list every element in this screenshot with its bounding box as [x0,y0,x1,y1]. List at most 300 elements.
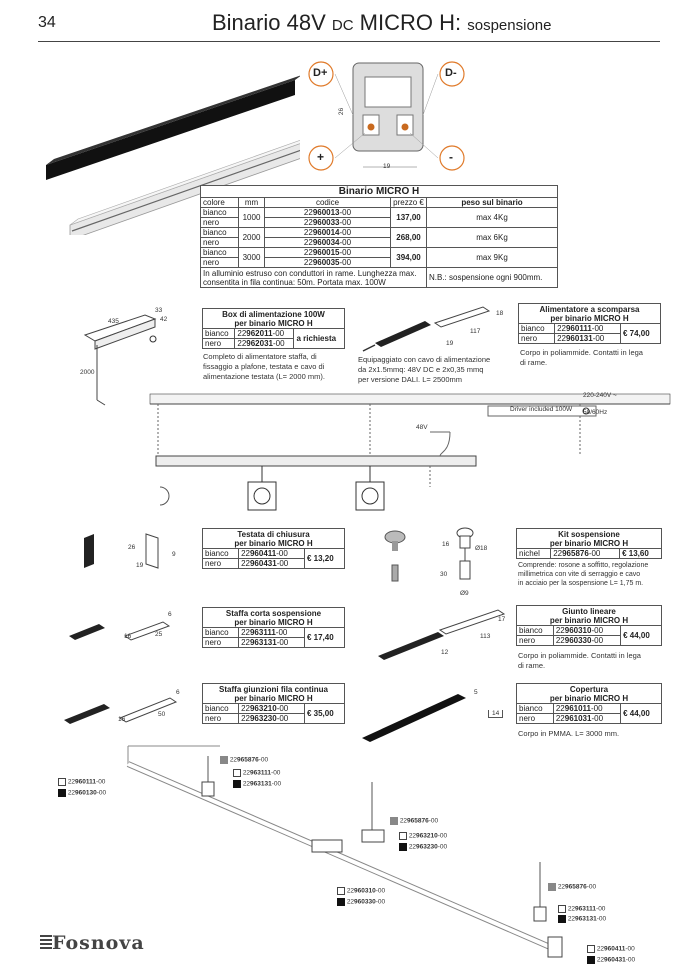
dim-label: 2000 [80,369,95,376]
voltage-value: 220-240V [583,392,612,399]
row-price: 137,00 [391,208,427,228]
title-line: Box di alimentazione 100W [222,309,325,319]
code-suffix: -00 [437,832,448,840]
main-spec-table [200,185,558,288]
note-line: Comprende: rosone a soffitto, regolazione [518,562,649,569]
code-bold: 960431 [249,559,277,568]
black-swatch [558,915,566,923]
row-code [553,714,620,724]
brand-name: Fosnova [52,932,145,954]
giunto-title [517,606,662,626]
assembly-label-a1 [58,778,105,786]
row-mm: 2000 [239,228,265,248]
code-prefix: 22 [346,887,355,895]
staffa-giunz-drawing [60,688,190,733]
code-prefix: 22 [303,228,313,237]
code-suffix: -00 [271,769,281,777]
code-bold: 961011 [564,704,592,713]
code-suffix: -00 [591,324,604,333]
code-suffix: -00 [96,778,106,786]
v48-label: 48V [416,424,428,431]
d-plus-label: D+ [313,67,328,79]
table-row [203,704,345,714]
row-color: nero [201,258,239,268]
plus-label: + [317,150,325,164]
dim-label: 12 [441,649,449,656]
code-prefix: 22 [229,756,238,764]
dim-label: 14 [488,710,503,718]
black-swatch [58,789,66,797]
code-suffix: -00 [428,817,439,825]
copertura-table [516,683,662,724]
code-prefix: 22 [242,769,251,777]
row-price [620,324,660,344]
title-line: Copertura [569,684,609,694]
code-bold: 961031 [564,714,592,723]
row-color: bianco [201,208,239,218]
col-colore: colore [201,198,239,208]
row-code [555,324,621,334]
assembly-label-f1 [587,945,635,953]
dim-label: 9 [172,551,176,558]
code-bold: 960130 [75,789,97,797]
white-swatch [58,778,66,786]
testata-title [203,529,345,549]
copertura-title [517,684,662,704]
code-bold: 962011 [246,329,273,338]
staffa-title [203,608,345,628]
frequency-label: 50/60Hz [583,409,608,416]
code-bold: 962031 [246,339,273,348]
page-title [212,10,551,36]
title-line: Staffa giunzioni fila continua [219,684,328,694]
col-mm: mm [239,198,265,208]
table-row [519,324,661,334]
code-suffix: -00 [339,238,352,247]
note-line: di rame. [520,358,548,367]
white-swatch [558,905,566,913]
main-table-note-right: N.B.: sospensione ogni 900mm. [427,268,558,288]
assembly-label-e3 [558,915,606,923]
row-color: bianco [203,549,239,559]
title-line: Staffa corta sospensione [225,608,322,618]
code-prefix: 22 [553,549,563,558]
dim-label: 17 [498,616,506,623]
code-prefix: 22 [303,258,313,267]
code-suffix: -00 [625,956,636,964]
code-suffix: -00 [437,843,448,851]
dim-label: 26 [128,544,136,551]
row-price: a richiesta [294,329,345,349]
code-bold: 963230 [416,843,438,851]
assembly-label-c3 [399,843,447,851]
dim-label: 30 [440,571,448,578]
black-swatch [399,843,407,851]
equip-note [358,355,510,385]
staffa-giunz-table [202,683,345,724]
note-line: Corpo in poliammide. Contatti in lega [518,651,641,660]
title-line: per binario MICRO H [234,617,313,627]
row-color: nichel [517,549,551,559]
assembly-label-d1 [337,887,385,895]
dim-label: 6 [168,611,172,618]
black-swatch [337,898,345,906]
code-suffix: -00 [339,248,352,257]
dim-label: 117 [470,328,481,335]
assembly-drawing [100,742,660,967]
grey-swatch [390,817,398,825]
code-bold: 960033 [312,218,340,227]
main-table-title: Binario MICRO H [201,186,558,198]
title-line: per binario MICRO H [234,693,313,703]
box-alim-note [203,352,346,382]
code-suffix: -00 [276,559,289,568]
header-rule [38,41,660,42]
dim-width: 19 [383,163,391,170]
dim-height: 26 [338,107,346,116]
dim-label: 18 [496,310,504,317]
table-row [517,549,662,559]
row-color: nero [203,714,239,724]
code-suffix: -00 [591,704,603,713]
title-line: per binario MICRO H [550,313,629,323]
title-line: per binario MICRO H [549,693,629,703]
title-line: Kit sospensione [558,529,620,539]
box-alim-table [202,308,345,349]
white-swatch [399,832,407,840]
code-bold: 963131 [250,780,272,788]
row-price [621,704,662,724]
code-bold: 960411 [249,549,277,558]
table-row [203,329,345,339]
row-code [265,218,391,228]
kit-note [518,561,664,588]
row-peso: max 6Kg [427,228,558,248]
code-suffix: -00 [591,636,604,645]
dim-label: 16 [442,541,450,548]
code-suffix: -00 [586,883,597,891]
code-bold: 960111 [75,778,97,786]
col-codice: codice [265,198,391,208]
code-bold: 960014 [312,228,340,237]
price-value: 74,00 [629,329,650,338]
table-row [203,628,345,638]
row-price: 268,00 [391,228,427,248]
code-prefix: 22 [241,559,250,568]
note-line: millimetrica con vite di serraggio e cavo [518,571,641,578]
kit-table [516,528,662,559]
white-swatch [337,887,345,895]
row-color: nero [201,218,239,228]
title-line: Giunto lineare [562,606,616,616]
code-prefix: 22 [237,329,247,338]
code-suffix: -00 [339,228,352,237]
copertura-note: Corpo in PMMA. L= 3000 mm. [518,729,620,738]
code-bold: 963230 [249,714,277,723]
currency: € [622,549,627,558]
note-line: consentita in fila continua: 50m. Portata max. 100W [203,277,386,287]
code-suffix: -00 [339,208,352,217]
kit-title [517,529,662,549]
assembly-label-c1 [390,817,438,825]
row-code [235,329,294,339]
row-color: bianco [203,329,235,339]
code-bold: 960015 [312,248,340,257]
code-suffix: -00 [276,704,289,713]
row-code [239,559,305,569]
grey-swatch [548,883,556,891]
row-code [553,636,620,646]
code-bold: 960411 [604,945,626,953]
row-color: nero [517,714,554,724]
table-row [201,248,558,258]
code-bold: 963131 [249,638,277,647]
code-bold: 960035 [312,258,340,267]
title-line: Testata di chiusura [237,529,310,539]
dim-label: 19 [136,562,144,569]
giunto-drawing [370,606,515,666]
code-prefix: 22 [346,898,355,906]
row-code [265,248,391,258]
dim-label: Ø9 [460,590,469,597]
code-bold: 963131 [575,915,597,923]
alim-scomp-title [519,304,661,324]
note-line: per versione DALI. L= 2500mm [358,375,463,384]
row-code [265,228,391,238]
page-number: 34 [38,14,56,31]
code-suffix: -00 [375,887,386,895]
giunto-table [516,605,662,646]
code-bold: 965876 [562,549,589,558]
note-line: da 2x1.5mmq: 48V DC e 2x0,35 mmq [358,365,484,374]
assembly-label-f2 [587,956,635,964]
minus-label: - [449,150,453,164]
price-value: 13,60 [628,549,649,558]
row-code [239,638,305,648]
white-swatch [587,945,595,953]
assembly-label-b2 [233,769,280,777]
code-bold: 965876 [565,883,587,891]
col-prezzo: prezzo € [391,198,427,208]
code-suffix: -00 [275,628,288,637]
row-color: nero [203,559,239,569]
table-row [203,549,345,559]
price-value: 17,40 [313,633,334,642]
code-bold: 963111 [249,628,276,637]
brand-logo [40,932,145,954]
table-row [201,208,558,218]
note-line: di rame. [518,661,546,670]
code-prefix: 22 [596,956,605,964]
code-prefix: 22 [237,339,247,348]
row-mm: 1000 [239,208,265,228]
code-prefix: 22 [555,704,565,713]
code-prefix: 22 [555,636,565,645]
currency: € [306,554,312,563]
code-prefix: 22 [557,324,566,333]
note-line: Corpo in poliammide. Contatti in lega [520,348,643,357]
dim-label: 25 [155,631,163,638]
row-code [239,704,305,714]
code-suffix: -00 [276,714,289,723]
row-code [235,339,294,349]
code-bold: 963111 [250,769,272,777]
dim-label: 42 [160,316,168,323]
code-suffix: -00 [339,258,352,267]
code-suffix: -00 [625,945,635,953]
alim-scomp-table [518,303,661,344]
code-bold: 960310 [354,887,376,895]
copertura-drawing [358,688,478,743]
row-price: 394,00 [391,248,427,268]
row-price [304,549,344,569]
dim-label: 33 [155,307,163,314]
row-peso: max 4Kg [427,208,558,228]
assembly-label-b1 [220,756,268,764]
code-suffix: -00 [276,638,289,647]
table-row [201,228,558,238]
code-prefix: 22 [241,549,250,558]
currency: € [306,633,312,642]
code-suffix: -00 [96,789,107,797]
row-color: nero [201,238,239,248]
table-row [517,704,662,714]
row-color: bianco [517,626,554,636]
code-suffix: -00 [596,915,607,923]
row-color: bianco [201,248,239,258]
row-price [621,626,662,646]
assembly-label-e2 [558,905,605,913]
currency: € [306,709,312,718]
row-color: nero [203,638,239,648]
code-prefix: 22 [408,843,417,851]
code-bold: 965876 [407,817,429,825]
code-prefix: 22 [567,915,576,923]
code-prefix: 22 [241,704,250,713]
dim-label: 435 [108,318,119,325]
row-code [551,549,620,559]
code-prefix: 22 [557,334,566,343]
code-prefix: 22 [596,945,605,953]
assembly-label-b3 [233,780,281,788]
code-prefix: 22 [67,789,76,797]
row-color: nero [517,636,554,646]
code-suffix: -00 [271,780,282,788]
table-row [517,626,662,636]
code-prefix: 22 [303,218,313,227]
driver-label: Driver included 100W [510,406,573,413]
code-suffix: -00 [591,626,604,635]
currency: € [623,709,628,718]
code-bold: 960330 [564,636,592,645]
testata-table [202,528,345,569]
code-prefix: 22 [242,780,251,788]
code-prefix: 22 [303,238,313,247]
title-line: per binario MICRO H [234,318,313,328]
staffa-drawing [65,610,195,650]
assembly-label-c2 [399,832,447,840]
code-bold: 960310 [564,626,592,635]
voltage-label [583,392,617,399]
dim-label: 113 [480,633,491,640]
row-price [304,628,344,648]
row-peso: max 9Kg [427,248,558,268]
code-suffix: -00 [258,756,269,764]
code-bold: 963111 [575,905,597,913]
main-table-note-left [201,268,427,288]
assembly-label-a2 [58,789,106,797]
note-line: in acciaio per la sospensione L= 1,75 m. [518,580,644,587]
title-line: per binario MICRO H [234,538,313,548]
note-line: alimentazione testata (L= 2000 mm). [203,372,325,381]
black-swatch [587,956,595,964]
code-suffix: -00 [339,218,352,227]
row-code [555,334,621,344]
code-prefix: 22 [557,883,566,891]
code-suffix: -00 [588,549,601,558]
code-prefix: 22 [67,778,76,786]
row-mm: 3000 [239,248,265,268]
code-prefix: 22 [408,832,417,840]
code-prefix: 22 [567,905,576,913]
dim-label: 6 [176,689,180,696]
row-color: nero [519,334,555,344]
dim-label: 5 [474,689,478,696]
note-line: fissaggio a plafone, testata e cavo di [203,362,325,371]
code-bold: 960330 [354,898,376,906]
note-line: Completo di alimentatore staffa, di [203,352,317,361]
code-prefix: 22 [303,208,313,217]
assembly-label-d2 [337,898,385,906]
code-suffix: -00 [591,714,604,723]
code-bold: 960013 [312,208,340,217]
code-bold: 965876 [237,756,259,764]
code-prefix: 22 [303,248,313,257]
row-color: nero [203,339,235,349]
code-bold: 960431 [604,956,626,964]
price-value: 13,20 [313,554,334,563]
row-code [239,714,305,724]
code-bold: 963210 [416,832,438,840]
dim-label: 50 [158,711,166,718]
title-main: Binario 48V [212,10,326,35]
code-suffix: -00 [272,339,285,348]
title-sub: sospensione [467,17,552,34]
row-code [265,238,391,248]
currency: € [622,329,628,338]
giunto-note [518,651,664,671]
brand-mark-icon [40,935,52,951]
code-prefix: 22 [241,628,250,637]
code-prefix: 22 [399,817,408,825]
dim-label: 19 [446,340,454,347]
col-peso: peso sul binario [427,198,558,208]
staffa-giunz-title [203,684,345,704]
code-suffix: -00 [272,329,285,338]
row-code [265,208,391,218]
title-dc: DC [331,17,354,34]
title-line: per binario MICRO H [549,538,629,548]
row-color: bianco [201,228,239,238]
code-bold: 960111 [565,324,592,333]
code-suffix: -00 [596,905,606,913]
note-line: In alluminio estruso con conduttori in rame. Lunghezza max. [203,268,417,278]
dim-label: 16 [124,633,132,640]
staffa-table [202,607,345,648]
row-color: bianco [517,704,554,714]
note-line: Equipaggiato con cavo di alimentazione [358,355,491,364]
dim-label: Ø18 [475,545,488,552]
